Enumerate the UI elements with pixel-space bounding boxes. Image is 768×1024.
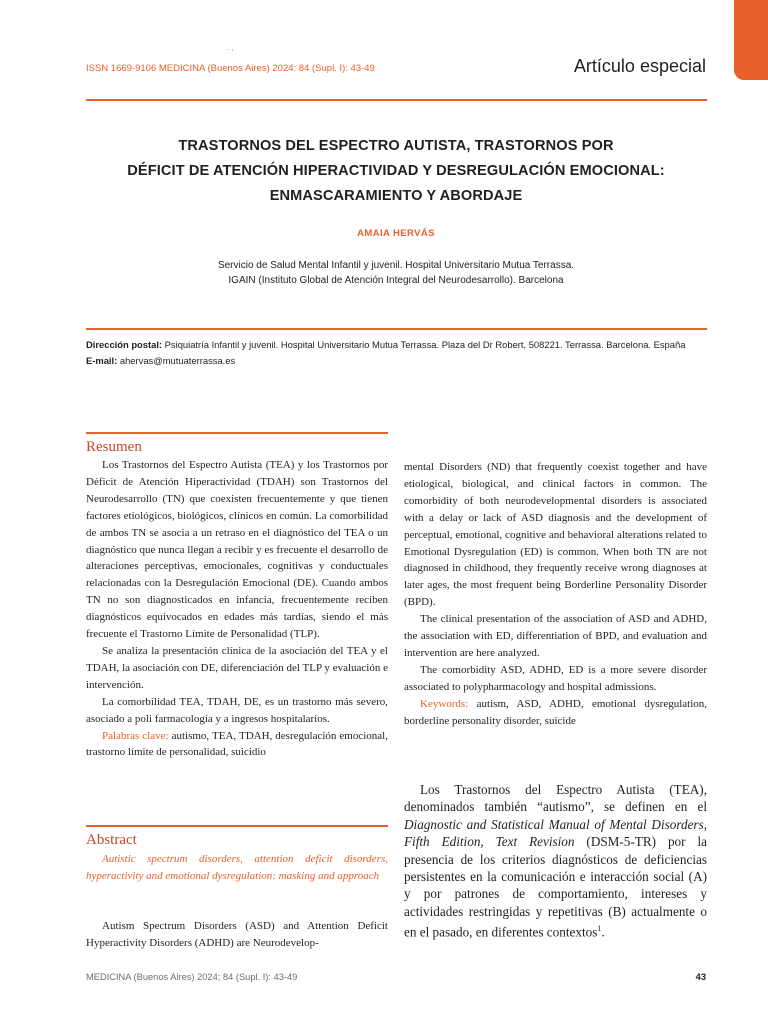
keywords-value: autism, ASD, ADHD, emotional dysregulation, borderline personality disorder, suicide xyxy=(404,697,707,727)
affiliations xyxy=(86,258,706,288)
section-label: Artículo especial xyxy=(573,56,706,76)
corner-marks: . , xyxy=(228,46,234,52)
postal-label: Dirección postal: xyxy=(86,339,163,350)
title-line: TRASTORNOS DEL ESPECTRO AUTISTA, TRASTORNOS POR xyxy=(178,138,614,154)
abstract-paragraph: The clinical presentation of the association of ASD and ADHD, the association with ED, differentiation of BPD, and evaluation and intervention are here analyzed. xyxy=(404,613,707,659)
email-value[interactable]: ahervas@mutuaterrassa.es xyxy=(119,354,236,366)
intro-text-b: (DSM-5-TR) por la presencia de los criterios diagnósticos de deficiencias persistentes en la comunicación e interacción social (A) y por patrones de comportamiento, intereses y actividades restringidas y repetitivas (B) actualmente o en el pasado, en diferentes contextos xyxy=(404,834,707,940)
abstract-paragraph: mental Disorders (ND) that frequently coexist together and have etiological, biological, and clinical factors in common. The comorbidity of both neurodevelopmental disorders is associated with a delay or lack of ASD diagnosis and the development of perceptual, emotional, cognitive and behavioral alterations related to Emotional Dysregulation (ED) is common. When both TN are not diagnosed in childhood, they frequently receive wrong diagnoses at later ages, the most frequent being Borderline Personality Disorder (BPD). xyxy=(404,461,707,609)
affiliation-line: IGAIN (Instituto Global de Atención Integral del Neurodesarrollo). Barcelona xyxy=(228,275,564,286)
email-line xyxy=(86,353,706,369)
keywords-value: autismo, TEA, TDAH, desregulación emocional, trastorno límite de personalidad, suicidio xyxy=(86,729,388,759)
abstract-rule xyxy=(86,825,388,827)
keywords-label: Palabras clave: xyxy=(102,729,169,742)
postal-address xyxy=(86,337,706,353)
intro-paragraph xyxy=(404,781,707,941)
keywords-label: Keywords: xyxy=(420,697,469,710)
abstract-paragraph: The comorbidity ASD, ADHD, ED is a more severe disorder associated to polypharmacology and hospital admissions. xyxy=(404,663,707,693)
abstract-english-title xyxy=(86,851,388,885)
resumen-paragraph: Los Trastornos del Espectro Autista (TEA) y los Trastornos por Déficit de Atención Hiperactividad (TDAH) son Trastornos del Neurodesarrollo (TN) que coexisten frecuentemente y que tienen factores etiológicos, biológicos, clínicos en común. La comorbilidad de ambos TN se asocia a un retraso en el diagnóstico del TEA o un diagnóstico que nunca llegan a recibir y es frecuente el desarrollo de alteraciones perceptivas, emocionales, cognitivas y conductuales relacionadas con la Desregulación Emocional (DE). Cuando ambos TN no son diagnosticados en infancia, frecuentemente reciben diagnósticos equivocados en edades más tardías, siendo el más frecuente el Trastorno Límite de Personalidad (TLP). xyxy=(86,459,388,641)
header-rule xyxy=(86,99,707,101)
footer-journal: MEDICINA (Buenos Aires) 2024; 84 (Supl. I): 43-49 xyxy=(86,972,298,982)
abstract-heading: Abstract xyxy=(86,832,137,848)
resumen-body xyxy=(86,457,388,761)
resumen-heading: Resumen xyxy=(86,439,142,455)
abstract-continuation xyxy=(404,459,707,730)
resumen-keywords xyxy=(86,728,388,762)
abstract-body-start xyxy=(86,918,388,952)
contact-top-rule xyxy=(86,328,707,330)
corner-tab xyxy=(734,0,768,80)
postal-value: Psiquiatría Infantil y juvenil. Hospital Universitario Mutua Terrassa. Plaza del Dr Robert, 508221. Terrassa. Barcelona. España xyxy=(164,339,686,350)
contact-block xyxy=(86,337,706,368)
resumen-paragraph: La comorbilidad TEA, TDAH, DE, es un trastorno más severo, asociado a poli farmacología y a ingresos hospitalarios. xyxy=(86,695,388,725)
issn-line: ISSN 1669-9106 MEDICINA (Buenos Aires) 2024: 84 (Supl. I): 43-49 xyxy=(86,63,375,74)
page-number: 43 xyxy=(695,972,706,982)
resumen-rule xyxy=(86,432,388,434)
article-title xyxy=(86,134,706,209)
reference-marker[interactable]: 1 xyxy=(597,924,602,934)
email-label: E-mail: xyxy=(86,354,118,366)
abstract-paragraph: Autism Spectrum Disorders (ASD) and Attention Deficit Hyperactivity Disorders (ADHD) are Neurodevelop- xyxy=(86,920,388,949)
intro-text-italic: Diagnostic and Statistical Manual of Mental Disorders, Fifth Edition, Text Revision xyxy=(404,816,707,850)
affiliation-line: Servicio de Salud Mental Infantil y juvenil. Hospital Universitario Mutua Terrassa. xyxy=(217,260,575,271)
intro-text-end: . xyxy=(601,924,605,940)
resumen-paragraph: Se analiza la presentación clínica de la asociación del TEA y el TDAH, la asociación con DE, diferenciación del TLP y evaluación e intervención. xyxy=(86,644,388,691)
abstract-title-text: Autistic spectrum disorders, attention deficit disorders, hyperactivity and emotional dysregulation: masking and approach xyxy=(86,853,388,882)
intro-text-a: Los Trastornos del Espectro Autista (TEA), denominados también “autismo”, se definen en el xyxy=(404,782,707,815)
author-name: AMAIA HERVÁS xyxy=(357,228,435,239)
abstract-keywords xyxy=(404,696,707,730)
title-line: ENMASCARAMIENTO Y ABORDAJE xyxy=(269,188,523,204)
introduction-text xyxy=(404,781,707,941)
title-line: DÉFICIT DE ATENCIÓN HIPERACTIVIDAD Y DESREGULACIÓN EMOCIONAL: xyxy=(127,163,665,179)
